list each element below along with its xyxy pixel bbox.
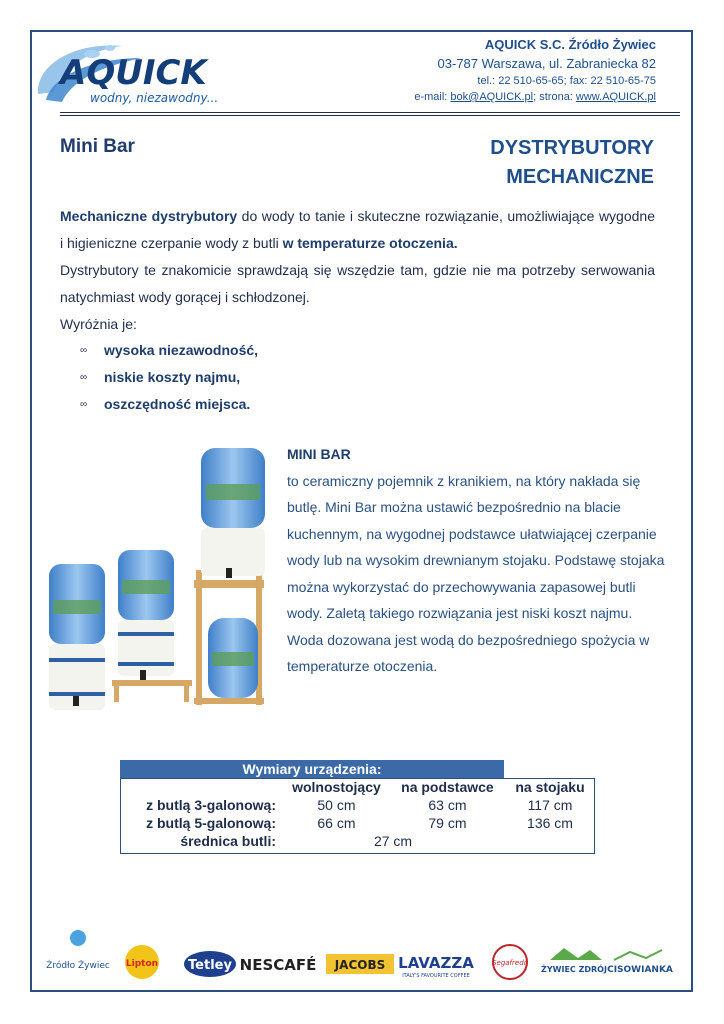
dimensions-table [120, 760, 596, 850]
list-item [80, 364, 258, 391]
svg-text:CISOWIANKA: CISOWIANKA [607, 965, 673, 975]
table-cell: 66 cm [317, 815, 356, 831]
feature-list [80, 337, 258, 418]
infinity-bullet-icon: ∞ [80, 399, 88, 410]
segafredo-logo [492, 945, 528, 979]
table-header-row [120, 778, 596, 796]
nescafe-logo: NESCAFÉ [239, 956, 317, 974]
cisowianka-logo [607, 950, 673, 975]
infinity-bullet-icon: ∞ [80, 345, 88, 356]
company-contact [336, 89, 656, 105]
table-caption-row [120, 760, 596, 778]
lipton-logo [125, 945, 159, 979]
section-title-line-2: MECHANICZNE [506, 166, 654, 188]
infinity-bullet-icon: ∞ [80, 372, 88, 383]
svg-text:ŻYWIEC ZDRÓJ: ŻYWIEC ZDRÓJ [541, 965, 607, 974]
svg-text:ITALY'S FAVOURITE COFFEE: ITALY'S FAVOURITE COFFEE [402, 973, 470, 979]
svg-text:LAVAZZA: LAVAZZA [398, 954, 474, 972]
website-link[interactable]: www.AQUICK.pl [575, 91, 656, 103]
empty-cell [120, 778, 282, 796]
list-item [80, 391, 258, 418]
jacobs-logo [326, 954, 394, 974]
table-row [120, 814, 596, 832]
brand-logos [46, 928, 673, 984]
list-item-text: niskie koszty najmu, [104, 369, 241, 385]
list-item-text: oszczędność miejsca. [104, 396, 251, 412]
table-cell: 63 cm [428, 797, 467, 813]
page-title: Mini Bar [60, 136, 135, 157]
table-cell: 136 cm [527, 815, 573, 831]
minibar-description [287, 441, 667, 680]
header-divider-2 [60, 115, 680, 116]
intro-paragraph-1 [60, 203, 655, 257]
intro-bold-1: Mechaniczne dystrybutory [60, 208, 238, 224]
table-cell: 27 cm [373, 833, 413, 849]
svg-text:Źródło Żywiec: Źródło Żywiec [46, 961, 110, 971]
svg-text:AQUICK: AQUICK [60, 53, 207, 93]
email-prefix: e-mail: [414, 91, 451, 103]
table-cell: 117 cm [527, 797, 573, 813]
column-header: na podstawce [401, 779, 494, 795]
company-phone: tel.: 22 510-65-65; fax: 22 510-65-75 [477, 75, 656, 87]
lavazza-logo [398, 954, 474, 979]
section-title [490, 134, 654, 192]
table-cell: 50 cm [317, 797, 356, 813]
list-item [80, 337, 258, 364]
intro-paragraph-3: Wyróżnia je: [60, 316, 137, 332]
row-header: z butlą 5-galonową: [146, 815, 276, 831]
empty-cell [504, 832, 596, 850]
email-link[interactable]: bok@AQUICK.pl [450, 91, 534, 103]
tetley-logo [184, 951, 236, 977]
zywiec-zdroj-logo [541, 948, 607, 974]
company-info [336, 36, 656, 105]
table-caption: Wymiary urządzenia: [120, 760, 504, 778]
minibar-heading: MINI BAR [287, 446, 351, 462]
table-row [120, 796, 596, 814]
svg-text:JACOBS: JACOBS [334, 958, 386, 972]
svg-text:Segafredo: Segafredo [492, 959, 528, 967]
column-header: na stojaku [515, 779, 585, 795]
empty-cell [504, 760, 596, 778]
intro-text-1: do wody to tanie i skuteczne rozwiązanie, umożliwiające wygodne i higieniczne czerpanie wody z butli [60, 208, 655, 251]
svg-text:Tetley: Tetley [188, 958, 232, 973]
svg-text:Lipton: Lipton [125, 959, 159, 969]
list-item-text: wysoka niezawodność, [104, 342, 259, 358]
aquick-logo [32, 36, 272, 112]
header-divider [60, 112, 680, 113]
company-address: 03-787 Warszawa, ul. Zabraniecka 82 [437, 56, 656, 71]
table-cell: 79 cm [428, 815, 467, 831]
intro-text [60, 203, 655, 338]
intro-paragraph-2: Dystrybutory te znakomicie sprawdzają się wszędzie tam, gdzie nie ma potrzeby serwowania natychmiast wody gorącej i schłodzonej. [60, 262, 655, 305]
company-name: AQUICK S.C. Źródło Żywiec [484, 37, 656, 52]
row-header: z butlą 3-galonową: [146, 797, 276, 813]
minibar-text: to ceramiczny pojemnik z kranikiem, na który nakłada się butlę. Mini Bar można ustawić bezpośrednio na blacie kuchennym, na wygodnej podstawce ułatwiającej czerpanie wody lub na wysokim drewnianym stojaku. Podstawę stojaka można wykorzystać do przechowywania zapasowej butli wody. Zaletą takiego rozwiązania jest niski koszt najmu. Woda dozowana jest wodą do bezpośredniego spożycia w temperaturze otoczenia. [287, 472, 665, 674]
dispensers-image [46, 440, 276, 715]
intro-bold-2: w temperaturze otoczenia. [282, 235, 458, 251]
table-row [120, 832, 596, 850]
section-title-line-1: DYSTRYBUTORY [490, 137, 654, 159]
site-prefix: ; strona: [533, 91, 576, 103]
svg-text:wodny, niezawodny...: wodny, niezawodny... [90, 91, 219, 105]
row-header: średnica butli: [180, 833, 276, 849]
column-header: wolnostojący [292, 779, 381, 795]
